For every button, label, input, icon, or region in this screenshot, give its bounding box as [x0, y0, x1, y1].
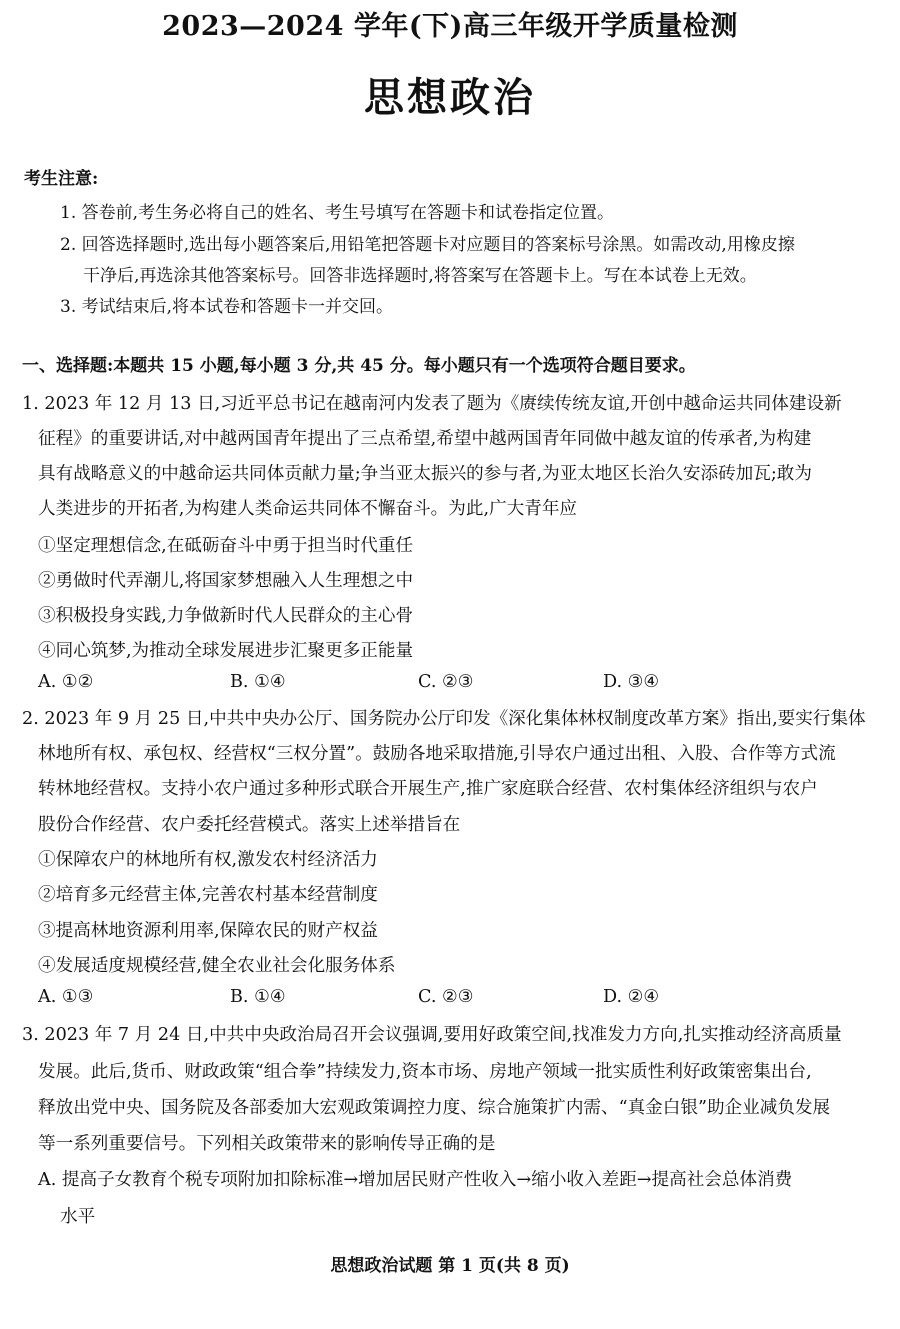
question-3-stem-line: 3. 2023 年 7 月 24 日,中共中央政治局召开会议强调,要用好政策空间,找准发力方向,扎实推动经济高质量 [22, 1025, 842, 1045]
question-3-choice-a: A. 提高子女教育个税专项附加扣除标准→增加居民财产性收入→缩小收入差距→提高社会总体消费 [38, 1170, 793, 1190]
exam-title: 2023—2024 学年(下)高三年级开学质量检测 [162, 11, 738, 42]
question-2-statement: ①保障农户的林地所有权,激发农村经济活力 [38, 850, 378, 870]
question-2-stem-line: 林地所有权、承包权、经营权“三权分置”。鼓励各地采取措施,引导农户通过出租、入股、合作等方式流 [38, 744, 836, 764]
notice-item: 1. 答卷前,考生务必将自己的姓名、考生号填写在答题卡和试卷指定位置。 [60, 203, 615, 223]
question-2-stem-line: 股份合作经营、农户委托经营模式。落实上述举措旨在 [38, 815, 461, 835]
question-1-stem-line: 人类进步的开拓者,为构建人类命运共同体不懈奋斗。为此,广大青年应 [38, 499, 578, 519]
question-2-statement: ②培育多元经营主体,完善农村基本经营制度 [38, 885, 378, 905]
subject-title: 思想政治 [364, 74, 536, 121]
question-3-stem-line: 发展。此后,货币、财政政策“组合拳”持续发力,资本市场、房地产领域一批实质性利好政策密集出台, [38, 1062, 812, 1082]
notice-item-continued: 干净后,再选涂其他答案标号。回答非选择题时,将答案写在答题卡上。写在本试卷上无效。 [83, 266, 757, 286]
question-1-choice-b: B. ①④ [230, 672, 286, 692]
notice-item: 3. 考试结束后,将本试卷和答题卡一并交回。 [60, 297, 394, 317]
question-3-choice-a-continued: 水平 [60, 1207, 96, 1227]
question-1-statement: ③积极投身实践,力争做新时代人民群众的主心骨 [38, 606, 414, 626]
question-1-statement: ④同心筑梦,为推动全球发展进步汇聚更多正能量 [38, 641, 414, 661]
question-1-choice-d: D. ③④ [603, 672, 660, 692]
question-2-statement: ④发展适度规模经营,健全农业社会化服务体系 [38, 956, 396, 976]
question-1-stem-line: 征程》的重要讲话,对中越两国青年提出了三点希望,希望中越两国青年同做中越友谊的传承者,为构建 [38, 429, 812, 449]
question-1-stem-line: 具有战略意义的中越命运共同体贡献力量;争当亚太振兴的参与者,为亚太地区长治久安添砖加瓦;敢为 [38, 464, 812, 484]
question-2-choice-a: A. ①③ [38, 987, 94, 1007]
question-1-choice-a: A. ①② [38, 672, 94, 692]
question-1-choice-c: C. ②③ [418, 672, 474, 692]
question-3-stem-line: 释放出党中央、国务院及各部委加大宏观政策调控力度、综合施策扩内需、“真金白银”助企业减负发展 [38, 1098, 831, 1118]
question-2-statement: ③提高林地资源利用率,保障农民的财产权益 [38, 921, 378, 941]
question-1-stem-line: 1. 2023 年 12 月 13 日,习近平总书记在越南河内发表了题为《赓续传统友谊,开创中越命运共同体建设新 [22, 394, 842, 414]
question-2-choice-c: C. ②③ [418, 987, 474, 1007]
question-1-statement: ①坚定理想信念,在砥砺奋斗中勇于担当时代重任 [38, 536, 414, 556]
question-1-statement: ②勇做时代弄潮儿,将国家梦想融入人生理想之中 [38, 571, 414, 591]
question-2-choice-d: D. ②④ [603, 987, 660, 1007]
page-footer: 思想政治试题 第 1 页(共 8 页) [330, 1256, 570, 1276]
section-heading: 一、选择题:本题共 15 小题,每小题 3 分,共 45 分。每小题只有一个选项符合题目要求。 [22, 356, 696, 376]
question-2-choice-b: B. ①④ [230, 987, 286, 1007]
question-2-stem-line: 2. 2023 年 9 月 25 日,中共中央办公厅、国务院办公厅印发《深化集体林权制度改革方案》指出,要实行集体 [22, 709, 866, 729]
notice-title: 考生注意: [24, 169, 99, 189]
question-3-stem-line: 等一系列重要信号。下列相关政策带来的影响传导正确的是 [38, 1134, 496, 1154]
notice-item: 2. 回答选择题时,选出每小题答案后,用铅笔把答题卡对应题目的答案标号涂黑。如需改动,用橡皮擦 [60, 235, 795, 255]
question-2-stem-line: 转林地经营权。支持小农户通过多种形式联合开展生产,推广家庭联合经营、农村集体经济组织与农户 [38, 779, 818, 799]
